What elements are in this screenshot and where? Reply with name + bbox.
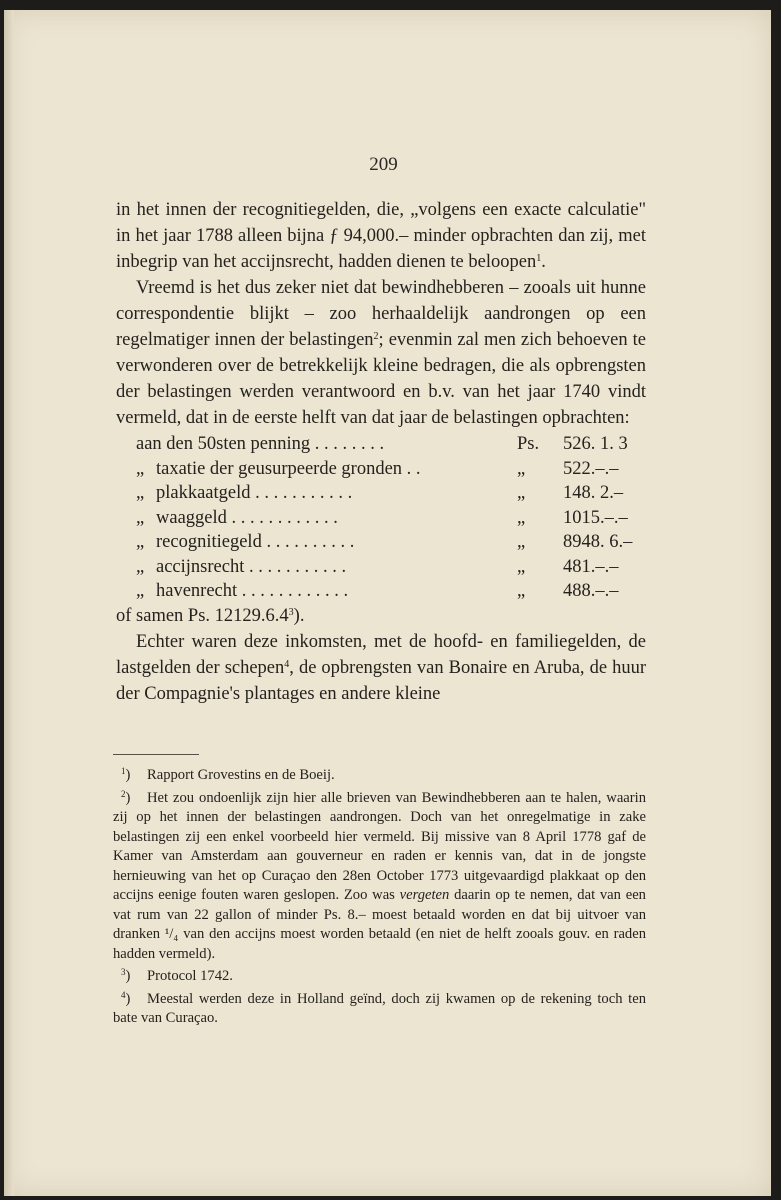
revenue-table: [116, 431, 646, 603]
footnote-mark: $^4$): [121, 989, 131, 1007]
footnote-1: [113, 766, 646, 786]
row-currency: „: [517, 458, 526, 479]
paragraph-3-text-a: Echter waren deze inkomsten, met de hoofd- en familiegelden, de lastgelden der schepen: [116, 631, 646, 678]
row-amount: 488.–.–: [563, 581, 619, 601]
footnote-3: [113, 967, 646, 987]
paragraph-1: [116, 197, 646, 275]
paragraph-3: [116, 629, 646, 707]
row-amount: 522.–.–: [563, 458, 619, 479]
footnote-2: [113, 789, 646, 965]
row-amount: 526. 1. 3: [563, 434, 628, 454]
footnotes: [113, 766, 646, 1032]
footnote-mark: $^1$): [121, 766, 131, 783]
row-ditto: „: [136, 581, 145, 601]
row-currency: Ps.: [517, 434, 540, 454]
footnote-text-b: daarin op te nemen, dat van een vat rum van 22 gallon of minder Ps. 8.– moest betaald worden en dat bij uitvoer van dranken ¹/₄ van den accijns moest worden betaald (en niet de helft zooals gouv. en raden hadden vermeld).: [113, 887, 646, 962]
row-label: taxatie der geusurpeerde gronden . .: [156, 458, 421, 479]
row-currency: „: [517, 532, 526, 552]
footnote-ref-2: 2: [373, 331, 379, 342]
footnote-text: Meestal werden deze in Holland geïnd, doch zij kwamen op de rekening toch ten bate van Curaçao.: [113, 990, 646, 1026]
paragraph-3-text-b: , de opbrengsten van Bonaire en Aruba, de huur der Compagnie's plantages en andere kleine: [116, 657, 646, 704]
table-total: [116, 603, 646, 629]
row-label: havenrecht . . . . . . . . . . . .: [156, 581, 349, 601]
row-ditto: „: [136, 556, 145, 577]
row-currency: „: [517, 556, 526, 577]
row-amount: 8948. 6.–: [563, 532, 633, 552]
table-row: [116, 480, 646, 505]
footnote-text: Protocol 1742.: [147, 968, 233, 984]
row-amount: 148. 2.–: [563, 483, 624, 503]
total-text: of samen Ps. 12129.6.4: [116, 605, 289, 626]
row-currency: „: [517, 581, 526, 601]
footnote-divider: [113, 754, 199, 755]
footnote-text: Rapport Grovestins en de Boeij.: [147, 767, 335, 783]
paragraph-1-text: in het innen der recognitiegelden, die, „volgens een exacte calculatie" in het jaar 1788 alleen bijna ƒ 94,000.– minder opbrachten dan zij, met inbegrip van het accijnsrecht, hadden dienen te beloopen: [116, 200, 646, 272]
book-page: [4, 10, 771, 1196]
footnote-text-a: Het zou ondoenlijk zijn hier alle brieven van Bewindhebberen aan te halen, waarin zij op het innen der belastingen aandrongen. Doch van het onregelmatige in zake belastingen zij een enkel voorbeeld hier vermeld. Bij missive van 8 April 1778 gaf de Kamer van Amsterdam aan gouverneur en raden er kennis van, dat in de jongste hernieuwing van het op Curaçao den 28en October 1773 uitgevaardigd plakkaat op den accijns eenige fouten waren geslopen. Zoo was: [113, 789, 646, 903]
paragraph-2: [116, 275, 646, 431]
row-amount: 481.–.–: [563, 556, 619, 577]
table-row: [116, 431, 646, 456]
row-ditto: „: [136, 507, 145, 528]
row-ditto: „: [136, 458, 145, 479]
page-number: 209: [369, 154, 398, 175]
row-label: recognitiegeld . . . . . . . . . .: [156, 532, 355, 552]
row-amount: 1015.–.–: [563, 507, 628, 528]
table-row: [116, 529, 646, 554]
paragraph-2-text-a: Vreemd is het dus zeker niet dat bewindhebberen – zooals uit hunne correspondentie blijkt – zoo herhaaldelijk aandrongen op een regelmatiger innen der belastingen: [116, 278, 646, 350]
main-text: [116, 197, 646, 707]
footnote-ref-4: 4: [284, 658, 290, 670]
footnote-4: [113, 990, 646, 1029]
table-row: [116, 554, 646, 579]
footnote-ref-1: 1: [536, 253, 542, 264]
footnote-ref-3: 3: [288, 606, 294, 618]
table-row: [116, 578, 646, 603]
total-end: ).: [293, 605, 305, 626]
row-label: plakkaatgeld . . . . . . . . . . .: [156, 483, 353, 503]
page-binding-edge: [4, 10, 14, 1196]
footnote-emphasis: vergeten: [399, 887, 450, 903]
footnote-mark: $^2$): [121, 788, 131, 806]
row-label: aan den 50sten penning . . . . . . . .: [136, 434, 385, 454]
paragraph-1-end: .: [541, 252, 546, 272]
paragraph-2-text-b: ; evenmin zal men zich behoeven te verwonderen over de betrekkelijk kleine bedragen, die als opbrengsten der belastingen werden verantwoord en b.v. van het jaar 1740 vindt vermeld, dat in de eerste helft van dat jaar de belastingen opbrachten:: [116, 330, 646, 428]
row-ditto: „: [136, 483, 145, 503]
table-row: [116, 456, 646, 481]
row-ditto: „: [136, 532, 145, 552]
table-row: [116, 505, 646, 530]
row-label: accijnsrecht . . . . . . . . . . .: [156, 556, 347, 577]
row-currency: „: [517, 507, 526, 528]
footnote-mark: $^3$): [121, 967, 131, 984]
row-label: waaggeld . . . . . . . . . . . .: [156, 507, 338, 528]
row-currency: „: [517, 483, 526, 503]
